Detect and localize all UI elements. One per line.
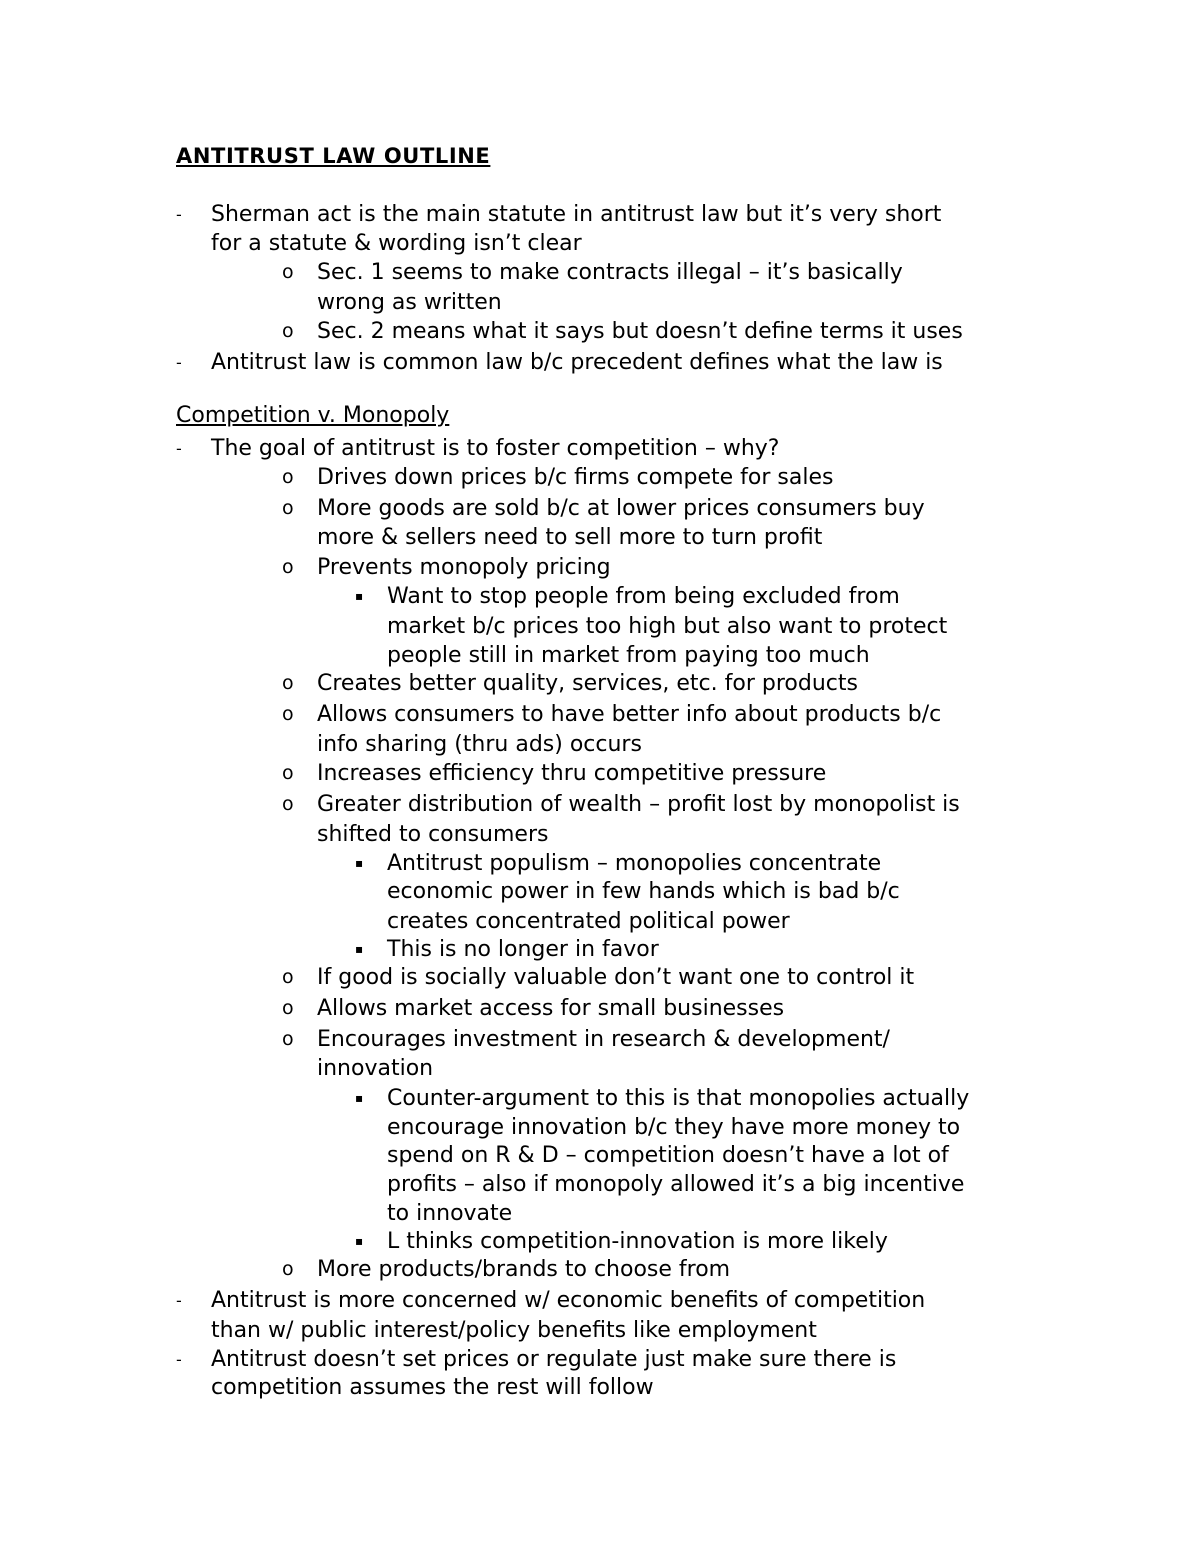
- outline-line: more & sellers need to sell more to turn profit: [317, 525, 823, 550]
- circle-bullet: o: [282, 556, 294, 578]
- circle-bullet: o: [282, 320, 294, 342]
- outline-line: Antitrust doesn’t set prices or regulate just make sure there is: [211, 1347, 897, 1372]
- outline-line: encourage innovation b/c they have more money to: [387, 1115, 961, 1140]
- outline-line: innovation: [317, 1056, 434, 1081]
- outline-line: spend on R & D – competition doesn’t have a lot of: [387, 1143, 949, 1168]
- outline-line: Sherman act is the main statute in antitrust law but it’s very short: [211, 202, 942, 227]
- outline-line: competition assumes the rest will follow: [211, 1375, 654, 1400]
- outline-line: More goods are sold b/c at lower prices consumers buy: [317, 496, 925, 521]
- outline-line: Greater distribution of wealth – profit lost by monopolist is: [317, 792, 960, 817]
- outline-line: L thinks competition-innovation is more likely: [387, 1229, 888, 1254]
- outline-line: shifted to consumers: [317, 822, 549, 847]
- outline-line: for a statute & wording isn’t clear: [211, 231, 582, 256]
- circle-bullet: o: [282, 1258, 294, 1280]
- outline-line: Antitrust populism – monopolies concentrate: [387, 851, 882, 876]
- outline-line: than w/ public interest/policy benefits like employment: [211, 1318, 817, 1343]
- outline-line: Encourages investment in research & development/: [317, 1027, 890, 1052]
- dash-bullet: -: [176, 1350, 182, 1369]
- outline-line: Counter-argument to this is that monopolies actually: [387, 1086, 970, 1111]
- dash-bullet: -: [176, 353, 182, 372]
- circle-bullet: o: [282, 466, 294, 488]
- outline-line: Sec. 2 means what it says but doesn’t define terms it uses: [317, 319, 963, 344]
- square-bullet: ▪: [355, 942, 364, 956]
- outline-line: Want to stop people from being excluded from: [387, 584, 900, 609]
- outline-line: Sec. 1 seems to make contracts illegal – it’s basically: [317, 260, 903, 285]
- square-bullet: ▪: [355, 856, 364, 870]
- outline-line: Antitrust law is common law b/c precedent defines what the law is: [211, 350, 943, 375]
- circle-bullet: o: [282, 762, 294, 784]
- dash-bullet: -: [176, 1291, 182, 1310]
- circle-bullet: o: [282, 261, 294, 283]
- outline-line: profits – also if monopoly allowed it’s a big incentive: [387, 1172, 965, 1197]
- circle-bullet: o: [282, 703, 294, 725]
- outline-line: people still in market from paying too much: [387, 643, 870, 668]
- circle-bullet: o: [282, 1028, 294, 1050]
- outline-line: Allows market access for small businesses: [317, 996, 785, 1021]
- outline-line: info sharing (thru ads) occurs: [317, 732, 642, 757]
- dash-bullet: -: [176, 439, 182, 458]
- outline-line: Increases efficiency thru competitive pressure: [317, 761, 827, 786]
- section-heading: Competition v. Monopoly: [176, 403, 450, 428]
- circle-bullet: o: [282, 672, 294, 694]
- outline-line: Drives down prices b/c firms compete for sales: [317, 465, 834, 490]
- square-bullet: ▪: [355, 1234, 364, 1248]
- circle-bullet: o: [282, 497, 294, 519]
- square-bullet: ▪: [355, 1091, 364, 1105]
- outline-line: Prevents monopoly pricing: [317, 555, 611, 580]
- outline-line: The goal of antitrust is to foster competition – why?: [211, 436, 780, 461]
- circle-bullet: o: [282, 966, 294, 988]
- document-title: ANTITRUST LAW OUTLINE: [176, 144, 491, 168]
- outline-line: Allows consumers to have better info about products b/c: [317, 702, 942, 727]
- outline-line: market b/c prices too high but also want to protect: [387, 614, 948, 639]
- square-bullet: ▪: [355, 589, 364, 603]
- outline-line: If good is socially valuable don’t want one to control it: [317, 965, 915, 990]
- outline-line: creates concentrated political power: [387, 909, 790, 934]
- dash-bullet: -: [176, 205, 182, 224]
- outline-line: This is no longer in favor: [387, 937, 659, 962]
- circle-bullet: o: [282, 997, 294, 1019]
- outline-line: wrong as written: [317, 290, 502, 315]
- outline-line: to innovate: [387, 1201, 513, 1226]
- outline-line: Antitrust is more concerned w/ economic benefits of competition: [211, 1288, 926, 1313]
- outline-line: More products/brands to choose from: [317, 1257, 731, 1282]
- outline-line: economic power in few hands which is bad b/c: [387, 879, 900, 904]
- circle-bullet: o: [282, 793, 294, 815]
- outline-line: Creates better quality, services, etc. for products: [317, 671, 858, 696]
